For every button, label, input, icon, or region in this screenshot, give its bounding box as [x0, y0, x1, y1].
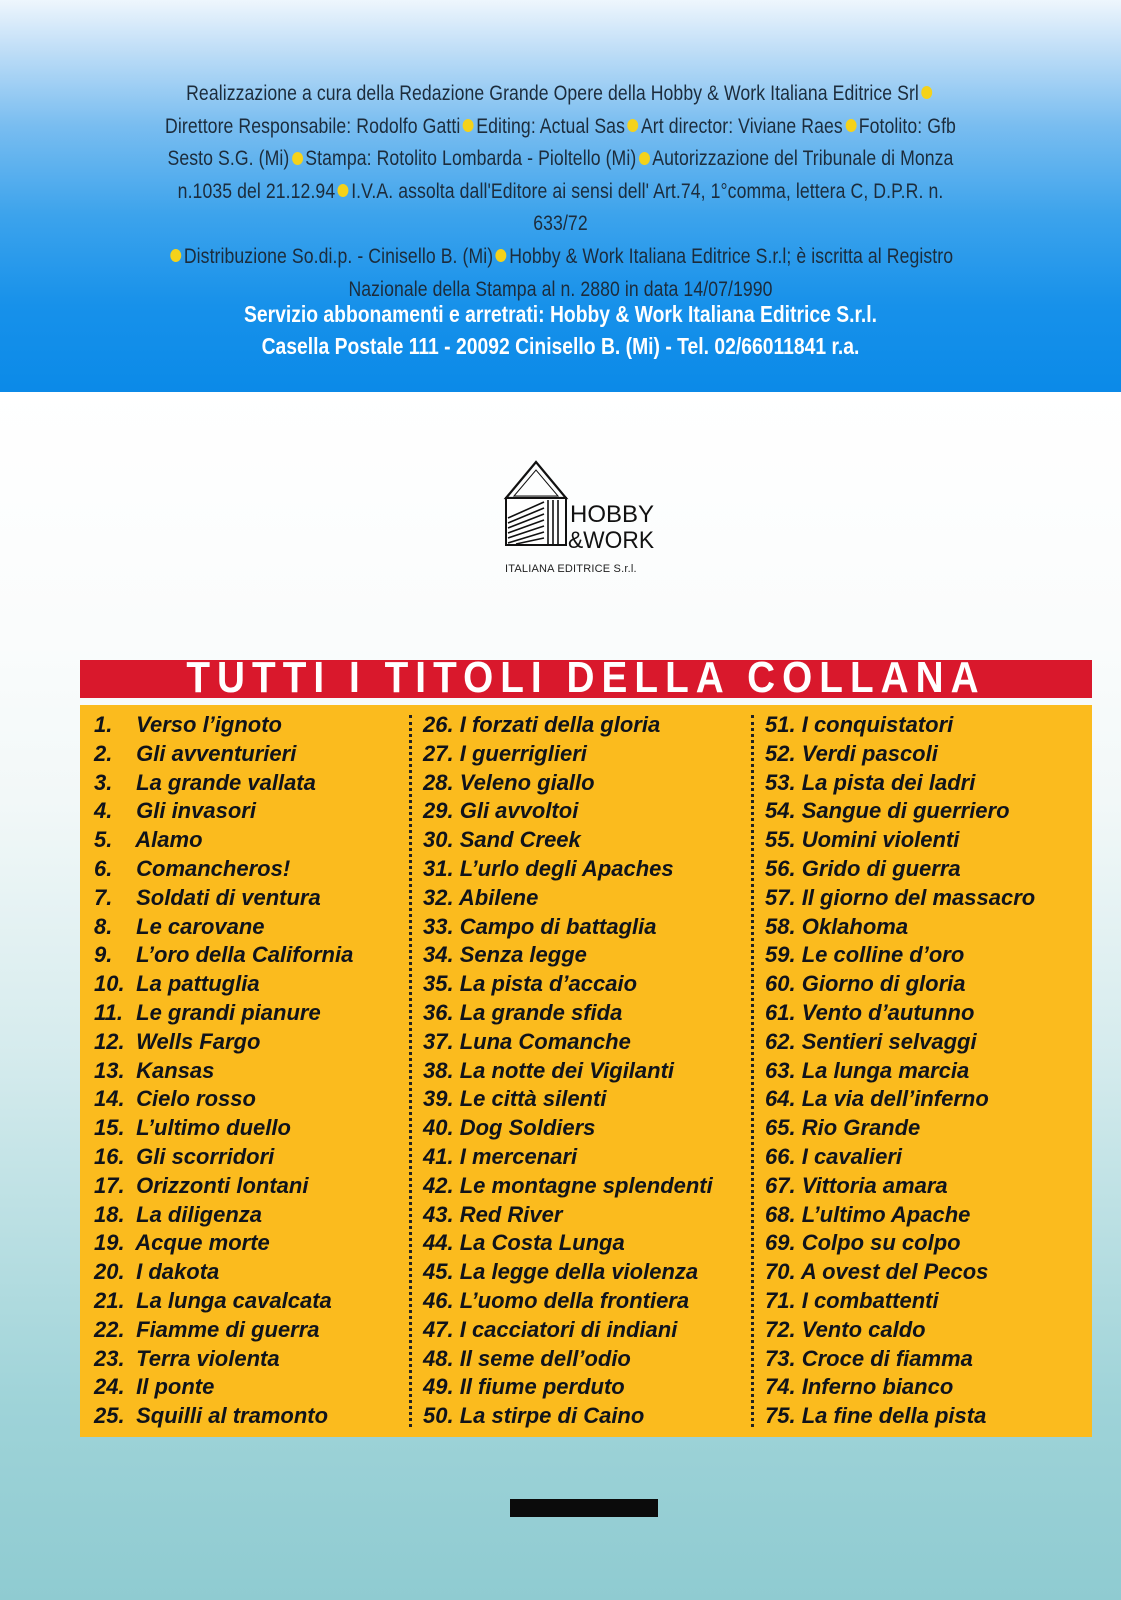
title-text: Gli invasori	[136, 798, 256, 824]
bullet-dot-icon	[463, 119, 474, 132]
title-number: 52.	[765, 740, 796, 766]
list-item	[423, 797, 713, 826]
title-number: 29.	[423, 798, 454, 824]
title-number: 53.	[765, 769, 796, 795]
title-number: 58.	[765, 913, 796, 939]
list-item	[94, 1402, 353, 1431]
list-item	[765, 740, 1035, 769]
title-number: 5.	[94, 827, 113, 853]
title-text: Sand Creek	[459, 827, 581, 853]
list-item	[765, 1373, 1035, 1402]
bullet-dot-icon	[639, 152, 650, 165]
list-item	[94, 913, 353, 942]
list-item	[765, 1287, 1035, 1316]
colophon-line: Nazionale della Stampa al n. 2880 in data 14/07/1990	[348, 277, 773, 301]
list-item	[423, 884, 713, 913]
title-number: 25.	[94, 1403, 125, 1429]
title-number: 16.	[94, 1143, 125, 1169]
title-text: Le montagne splendenti	[459, 1172, 713, 1198]
title-text: La diligenza	[136, 1201, 263, 1227]
colophon-line: Art director: Viviane Raes	[640, 114, 843, 138]
title-text: Verdi pascoli	[801, 740, 938, 766]
list-item	[423, 1258, 713, 1287]
list-item	[94, 941, 353, 970]
title-number: 45.	[423, 1259, 454, 1285]
title-text: La via dell’inferno	[801, 1086, 989, 1112]
title-text: La legge della violenza	[459, 1259, 699, 1285]
bullet-dot-icon	[338, 184, 349, 197]
title-number: 3.	[94, 769, 113, 795]
list-item	[423, 1028, 713, 1057]
list-item	[94, 1287, 353, 1316]
section-title: TUTTI I TITOLI DELLA COLLANA	[186, 653, 986, 702]
list-item	[765, 1143, 1035, 1172]
subscription-line: Casella Postale 111 - 20092 Cinisello B. (Mi) - Tel. 02/66011841 r.a.	[261, 333, 860, 359]
title-number: 47.	[423, 1316, 454, 1342]
title-text: Vittoria amara	[801, 1172, 948, 1198]
list-item	[94, 1085, 353, 1114]
title-number: 19.	[94, 1230, 125, 1256]
title-text: Inferno bianco	[801, 1374, 954, 1400]
list-item	[423, 826, 713, 855]
titles-list	[80, 705, 1092, 1437]
list-item	[94, 711, 353, 740]
list-item	[423, 1114, 713, 1143]
title-number: 34.	[423, 942, 454, 968]
colophon-line: n.1035 del 21.12.94	[177, 179, 336, 203]
title-text: Oklahoma	[801, 913, 909, 939]
title-number: 65.	[765, 1115, 796, 1141]
title-number: 42.	[423, 1172, 454, 1198]
title-number: 11.	[94, 999, 123, 1025]
list-item	[765, 1028, 1035, 1057]
title-text: La grande sfida	[459, 999, 623, 1025]
list-item	[765, 1258, 1035, 1287]
title-text: Le città silenti	[459, 1086, 607, 1112]
list-item	[94, 1057, 353, 1086]
list-item	[94, 740, 353, 769]
list-item	[765, 1172, 1035, 1201]
colophon-line: Hobby & Work Italiana Editrice S.r.l; è iscritta al Registro	[509, 244, 954, 268]
title-number: 67.	[765, 1172, 796, 1198]
list-item	[765, 999, 1035, 1028]
list-item	[94, 1258, 353, 1287]
title-number: 50.	[423, 1403, 454, 1429]
list-item	[94, 1028, 353, 1057]
list-item	[94, 1345, 353, 1374]
title-text: L’ultimo duello	[136, 1115, 291, 1141]
title-number: 43.	[423, 1201, 454, 1227]
list-item	[94, 797, 353, 826]
title-text: Orizzonti lontani	[136, 1172, 309, 1198]
title-text: L’ultimo Apache	[801, 1201, 971, 1227]
title-number: 57.	[765, 884, 796, 910]
list-item	[765, 711, 1035, 740]
title-number: 35.	[423, 971, 454, 997]
title-text: Colpo su colpo	[801, 1230, 961, 1256]
title-number: 48.	[423, 1345, 454, 1371]
colophon-line: Realizzazione a cura della Redazione Grande Opere della Hobby & Work Italiana Editrice Srl	[186, 82, 919, 105]
title-text: Acque morte	[135, 1230, 270, 1256]
title-number: 71.	[765, 1287, 796, 1313]
title-number: 17.	[94, 1172, 125, 1198]
title-text: L’urlo degli Apaches	[459, 855, 674, 881]
list-item	[423, 1172, 713, 1201]
list-item	[423, 769, 713, 798]
title-number: 61.	[765, 999, 796, 1025]
list-item	[423, 855, 713, 884]
title-text: Kansas	[136, 1057, 215, 1083]
title-text: Le grandi pianure	[136, 999, 321, 1025]
title-text: Uomini violenti	[801, 827, 960, 853]
list-item	[94, 826, 353, 855]
title-number: 55.	[765, 827, 796, 853]
title-number: 54.	[765, 798, 796, 824]
list-item	[94, 884, 353, 913]
list-item	[94, 1201, 353, 1230]
title-text: Croce di fiamma	[801, 1345, 973, 1371]
title-number: 69.	[765, 1230, 796, 1256]
title-text: Le carovane	[136, 913, 265, 939]
list-item	[423, 970, 713, 999]
title-text: Il fiume perduto	[459, 1374, 625, 1400]
logo-subtitle: ITALIANA EDITRICE S.r.l.	[505, 563, 637, 575]
list-item	[423, 1316, 713, 1345]
title-text: La Costa Lunga	[459, 1230, 625, 1256]
subscription-info	[157, 298, 964, 362]
bullet-dot-icon	[921, 86, 932, 99]
title-text: Red River	[459, 1201, 563, 1227]
colophon-line: Direttore Responsabile: Rodolfo Gatti	[165, 114, 461, 138]
title-text: I cacciatori di indiani	[459, 1316, 678, 1342]
title-number: 60.	[765, 971, 796, 997]
title-text: La pattuglia	[136, 971, 260, 997]
title-number: 73.	[765, 1345, 796, 1371]
list-item	[423, 1402, 713, 1431]
list-item	[765, 1345, 1035, 1374]
title-number: 40.	[423, 1115, 454, 1141]
title-number: 68.	[765, 1201, 796, 1227]
title-number: 49.	[423, 1374, 454, 1400]
list-item	[765, 970, 1035, 999]
title-text: La lunga marcia	[801, 1057, 970, 1083]
title-number: 38.	[423, 1057, 454, 1083]
title-text: Fiamme di guerra	[136, 1316, 320, 1342]
list-item	[765, 769, 1035, 798]
title-text: Veleno giallo	[459, 769, 595, 795]
title-number: 33.	[423, 913, 454, 939]
title-text: Cielo rosso	[136, 1086, 256, 1112]
title-text: Terra violenta	[136, 1345, 280, 1371]
title-number: 23.	[94, 1345, 125, 1371]
title-text: L’oro della California	[136, 942, 354, 968]
colophon-line: Distribuzione So.di.p. - Cinisello B. (Mi)	[183, 244, 494, 268]
list-item	[94, 1172, 353, 1201]
titles-column-2	[423, 711, 713, 1431]
colophon-line: Sesto S.G. (Mi)	[167, 147, 290, 171]
list-item	[94, 999, 353, 1028]
title-text: I cavalieri	[801, 1143, 903, 1169]
title-number: 24.	[94, 1374, 125, 1400]
bullet-dot-icon	[170, 249, 181, 262]
title-number: 66.	[765, 1143, 796, 1169]
list-item	[94, 855, 353, 884]
title-number: 13.	[94, 1057, 125, 1083]
title-number: 18.	[94, 1201, 125, 1227]
title-number: 14.	[94, 1086, 125, 1112]
bullet-dot-icon	[845, 119, 856, 132]
title-number: 75.	[765, 1403, 796, 1429]
list-item	[765, 1402, 1035, 1431]
list-item	[765, 941, 1035, 970]
list-item	[423, 999, 713, 1028]
title-number: 41.	[423, 1143, 454, 1169]
list-item	[423, 1345, 713, 1374]
title-text: La stirpe di Caino	[459, 1403, 645, 1429]
list-item	[423, 913, 713, 942]
column-divider	[409, 715, 412, 1427]
title-text: Campo di battaglia	[459, 913, 657, 939]
list-item	[423, 1229, 713, 1258]
title-text: I conquistatori	[801, 712, 954, 737]
title-text: Senza legge	[459, 942, 587, 968]
title-text: I guerriglieri	[459, 740, 587, 766]
list-item	[765, 1201, 1035, 1230]
title-number: 74.	[765, 1374, 796, 1400]
title-text: Il ponte	[136, 1374, 215, 1400]
title-number: 70.	[765, 1259, 796, 1285]
title-text: I combattenti	[801, 1287, 939, 1313]
title-number: 21.	[94, 1287, 125, 1313]
title-number: 39.	[423, 1086, 454, 1112]
title-text: Dog Soldiers	[459, 1115, 596, 1141]
list-item	[765, 1114, 1035, 1143]
title-text: La pista dei ladri	[801, 769, 976, 795]
title-number: 7.	[94, 884, 113, 910]
title-text: Gli avventurieri	[136, 740, 297, 766]
title-number: 27.	[423, 740, 454, 766]
list-item	[423, 1143, 713, 1172]
title-text: Wells Fargo	[136, 1028, 261, 1054]
title-text: L’uomo della frontiera	[459, 1287, 690, 1313]
title-number: 6.	[94, 855, 113, 881]
logo-word-hobby: HOBBY	[570, 501, 654, 528]
title-text: Gli scorridori	[136, 1143, 275, 1169]
title-text: I forzati della gloria	[459, 712, 661, 737]
title-text: Luna Comanche	[459, 1028, 631, 1054]
title-number: 44.	[423, 1230, 454, 1256]
list-item	[94, 970, 353, 999]
list-item	[423, 1201, 713, 1230]
title-number: 8.	[94, 913, 113, 939]
logo-word-work: &WORK	[568, 527, 654, 554]
list-item	[94, 1143, 353, 1172]
title-number: 9.	[94, 942, 113, 968]
title-text: Squilli al tramonto	[136, 1403, 329, 1429]
title-number: 72.	[765, 1316, 796, 1342]
colophon-line: I.V.A. assolta dall'Editore ai sensi dell' Art.74, 1°comma, lettera C, D.P.R. n. 633/72	[351, 179, 944, 236]
subscription-line: Servizio abbonamenti e arretrati: Hobby & Work Italiana Editrice S.r.l.	[243, 301, 878, 327]
title-number: 20.	[94, 1259, 125, 1285]
title-text: I mercenari	[459, 1143, 578, 1169]
list-item	[423, 711, 713, 740]
list-item	[765, 884, 1035, 913]
bottom-black-bar	[510, 1499, 658, 1517]
colophon-line: Autorizzazione del Tribunale di Monza	[652, 147, 954, 171]
bullet-dot-icon	[496, 249, 507, 262]
title-text: Vento d’autunno	[801, 999, 975, 1025]
title-number: 62.	[765, 1028, 796, 1054]
title-number: 51.	[765, 712, 796, 737]
title-number: 31.	[423, 855, 454, 881]
title-text: Giorno di gloria	[801, 971, 966, 997]
list-item	[765, 1316, 1035, 1345]
list-item	[94, 1373, 353, 1402]
list-item	[94, 1114, 353, 1143]
colophon	[157, 78, 964, 306]
colophon-line: Fotolito: Gfb	[858, 114, 956, 138]
bullet-dot-icon	[292, 152, 303, 165]
bullet-dot-icon	[628, 119, 639, 132]
list-item	[765, 797, 1035, 826]
title-text: Abilene	[458, 884, 539, 910]
list-item	[765, 826, 1035, 855]
list-item	[423, 740, 713, 769]
colophon-line: Stampa: Rotolito Lombarda - Pioltello (Mi)	[305, 147, 637, 171]
title-text: I dakota	[136, 1259, 220, 1285]
titles-column-1	[94, 711, 353, 1431]
title-number: 15.	[94, 1115, 125, 1141]
title-number: 28.	[423, 769, 454, 795]
title-number: 10.	[94, 971, 125, 997]
title-text: Comancheros!	[136, 855, 291, 881]
title-text: La pista d’accaio	[459, 971, 638, 997]
title-number: 64.	[765, 1086, 796, 1112]
title-text: A ovest del Pecos	[800, 1259, 989, 1285]
title-text: Alamo	[135, 827, 203, 853]
title-number: 59.	[765, 942, 796, 968]
list-item	[765, 1085, 1035, 1114]
title-text: Gli avvoltoi	[459, 798, 579, 824]
list-item	[94, 1316, 353, 1345]
title-number: 63.	[765, 1057, 796, 1083]
title-number: 56.	[765, 855, 796, 881]
title-text: Vento caldo	[801, 1316, 926, 1342]
title-number: 37.	[423, 1028, 454, 1054]
title-number: 26.	[423, 712, 454, 737]
title-text: Soldati di ventura	[136, 884, 321, 910]
title-text: Il giorno del massacro	[801, 884, 1036, 910]
title-number: 2.	[94, 740, 113, 766]
list-item	[423, 1373, 713, 1402]
titles-column-3	[765, 711, 1035, 1431]
title-number: 12.	[94, 1028, 125, 1054]
title-number: 30.	[423, 827, 454, 853]
title-number: 36.	[423, 999, 454, 1025]
title-text: Rio Grande	[801, 1115, 921, 1141]
colophon-line: Editing: Actual Sas	[476, 114, 625, 138]
list-item	[765, 1057, 1035, 1086]
title-number: 1.	[94, 712, 113, 737]
list-item	[94, 769, 353, 798]
title-number: 4.	[94, 798, 113, 824]
list-item	[94, 1229, 353, 1258]
title-text: Sangue di guerriero	[801, 798, 1010, 824]
title-text: La lunga cavalcata	[136, 1287, 332, 1313]
title-text: Le colline d’oro	[801, 942, 965, 968]
title-text: Il seme dell’odio	[459, 1345, 631, 1371]
title-text: La fine della pista	[801, 1403, 987, 1429]
list-item	[423, 1287, 713, 1316]
title-text: La notte dei Vigilanti	[459, 1057, 675, 1083]
list-item	[765, 855, 1035, 884]
title-number: 46.	[423, 1287, 454, 1313]
title-text: Verso l’ignoto	[136, 712, 282, 737]
list-item	[765, 1229, 1035, 1258]
title-text: La grande vallata	[136, 769, 316, 795]
column-divider	[751, 715, 754, 1427]
title-text: Sentieri selvaggi	[801, 1028, 977, 1054]
list-item	[423, 941, 713, 970]
title-text: Grido di guerra	[801, 855, 961, 881]
list-item	[765, 913, 1035, 942]
title-number: 22.	[94, 1316, 125, 1342]
list-item	[423, 1085, 713, 1114]
list-item	[423, 1057, 713, 1086]
title-number: 32.	[423, 884, 454, 910]
